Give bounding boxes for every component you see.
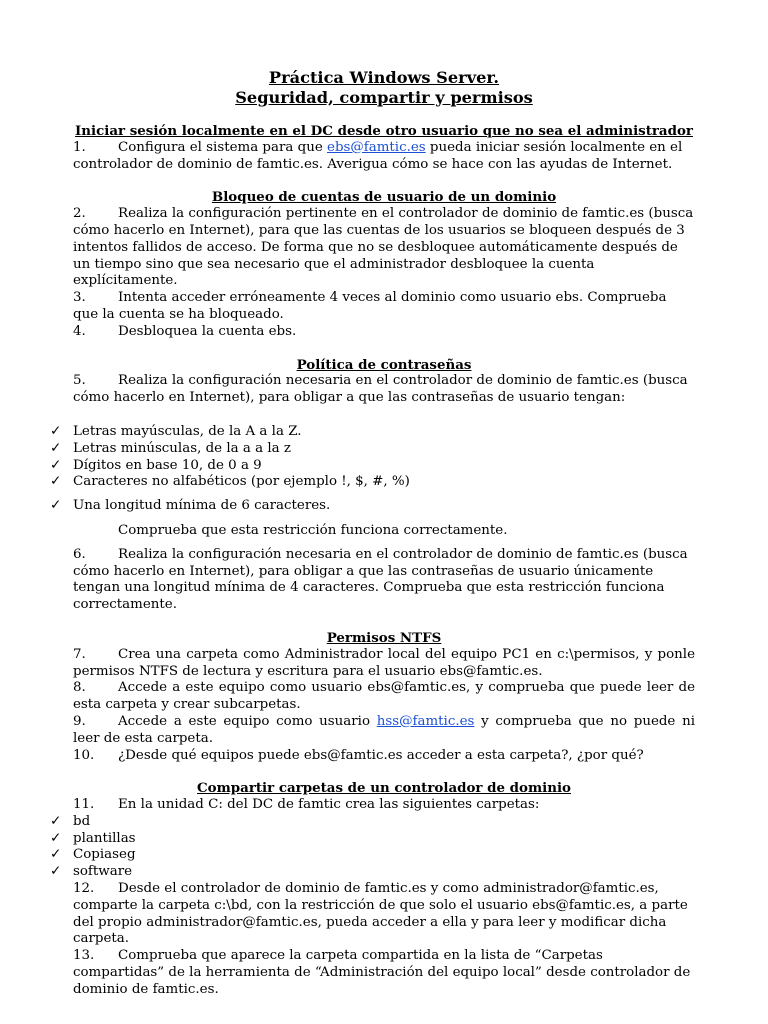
checkmark-icon: ✓ (50, 864, 62, 880)
item-number: 2. (73, 206, 86, 222)
checkmark-icon: ✓ (50, 474, 62, 490)
item-4 (73, 324, 695, 341)
item-number: 11. (73, 797, 95, 813)
item-number: 10. (73, 747, 95, 763)
section-heading-ntfs: Permisos NTFS (326, 629, 442, 646)
list-item: ✓ Una longitud mínima de 6 caracteres. (50, 498, 331, 514)
item-9 (73, 714, 695, 748)
item-1 (73, 140, 695, 174)
item-text: Accede a este equipo como usuario ebs@famtic.es, y comprueba que puede leer de esta carpeta y crear subcarpetas. (73, 680, 695, 713)
item-number: 9. (73, 713, 86, 729)
section-heading-lockout: Bloqueo de cuentas de usuario de un dominio (211, 189, 557, 206)
item-text: Desde el controlador de dominio de famtic.es y como administrador@famtic.es, comparte la carpeta c:\bd, con la restricción de que solo el usuario ebs@famtic.es, a parte del propio administrador@famtic.es, pueda acceder a ella y para leer y modificar dicha carpeta. (73, 881, 688, 947)
folders-list (50, 813, 695, 881)
checkmark-icon: ✓ (50, 457, 62, 473)
title-line-2: Seguridad, compartir y permisos (235, 87, 533, 107)
email-link-ebs[interactable]: ebs@famtic.es (327, 139, 426, 155)
checkmark-icon: ✓ (50, 847, 62, 863)
email-link-hss[interactable]: hss@famtic.es (376, 713, 475, 729)
item-8 (73, 680, 695, 714)
list-item: ✓ Dígitos en base 10, de 0 a 9 (50, 457, 262, 473)
checkmark-icon: ✓ (50, 830, 62, 846)
list-item: ✓ Copiaseg (50, 847, 136, 863)
item-number: 6. (73, 546, 86, 562)
item-number: 3. (73, 290, 86, 306)
item-text: Configura el sistema para que (118, 139, 328, 155)
item-number: 12. (73, 881, 95, 897)
item-2 (73, 206, 695, 290)
item-11 (73, 797, 695, 814)
list-item: ✓ Letras minúsculas, de la a a la z (50, 440, 291, 456)
item-7 (73, 647, 695, 681)
item-text: y comprueba que no puede ni leer de esta carpeta. (73, 713, 695, 746)
document-title (73, 68, 695, 107)
item-text: En la unidad C: del DC de famtic crea las siguientes carpetas: (118, 797, 540, 813)
item-10 (73, 748, 695, 765)
item-3 (73, 290, 695, 324)
list-item: ✓ Letras mayúsculas, de la A a la Z. (50, 423, 302, 439)
item-number: 13. (73, 948, 95, 964)
item-text: pueda iniciar sesión localmente en el controlador de dominio de famtic.es. Averigua cómo se hace con las ayudas de Internet. (73, 139, 683, 172)
item-text: Crea una carpeta como Administrador local del equipo PC1 en c:\permisos, y ponle permisos NTFS de lectura y escritura para el usuario ebs@famtic.es. (73, 646, 695, 679)
item-text: Accede a este equipo como usuario (118, 713, 377, 729)
checkmark-icon: ✓ (50, 498, 62, 514)
checkmark-icon: ✓ (50, 423, 62, 439)
item-text: ¿Desde qué equipos puede ebs@famtic.es acceder a esta carpeta?, ¿por qué? (118, 747, 644, 763)
item-text: Realiza la configuración pertinente en el controlador de dominio de famtic.es (busca cómo hacerlo en Internet), para que las cuentas de los usuarios se bloqueen después de 3 intentos fallidos de acceso. De forma que no se desbloquee automáticamente después de un tiempo sino que sea necesario que el administrador desbloquee la cuenta explícitamente. (73, 206, 694, 289)
item-13 (73, 948, 695, 998)
title-line-1: Práctica Windows Server. (268, 68, 500, 87)
item-5 (73, 373, 695, 407)
item-number: 8. (73, 680, 86, 696)
item-text: Comprueba que aparece la carpeta compartida en la lista de “Carpetas compartidas” de la herramienta de “Administración del equipo local” desde controlador de dominio de famtic.es. (73, 948, 691, 997)
list-item: ✓ Caracteres no alfabéticos (por ejemplo !, $, #, %) (50, 474, 410, 490)
item-text: Intenta acceder erróneamente 4 veces al dominio como usuario ebs. Comprueba que la cuenta se ha bloqueado. (73, 290, 667, 322)
checkmark-icon: ✓ (50, 440, 62, 456)
verification-note: Comprueba que esta restricción funciona correctamente. (118, 522, 508, 538)
item-number: 5. (73, 373, 86, 389)
section-heading-login: Iniciar sesión localmente en el DC desde otro usuario que no sea el administrador (75, 123, 693, 139)
item-number: 4. (73, 323, 86, 339)
section-heading-password-policy: Política de contraseñas (296, 356, 472, 373)
item-text: Realiza la configuración necesaria en el controlador de dominio de famtic.es (busca cómo hacerlo en Internet), para obligar a que las contraseñas de usuario únicamente tengan una longitud mínima de 4 caracteres. Comprueba que esta restricción funciona correctamente. (73, 546, 688, 613)
list-item: ✓ software (50, 864, 133, 880)
document-page (50, 68, 695, 999)
item-12 (73, 881, 695, 948)
list-item: ✓ plantillas (50, 830, 136, 846)
checkmark-icon: ✓ (50, 813, 62, 829)
password-requirements-list (50, 423, 695, 515)
item-number: 1. (73, 139, 86, 155)
item-text: Realiza la configuración necesaria en el controlador de dominio de famtic.es (busca cómo hacerlo en Internet), para obligar a que las contraseñas de usuario tengan: (73, 373, 688, 406)
section-heading-share-folders: Compartir carpetas de un controlador de dominio (197, 780, 571, 797)
item-text: Desbloquea la cuenta ebs. (118, 323, 297, 339)
list-item: ✓ bd (50, 813, 91, 829)
item-6 (73, 547, 695, 614)
item-number: 7. (73, 646, 86, 662)
